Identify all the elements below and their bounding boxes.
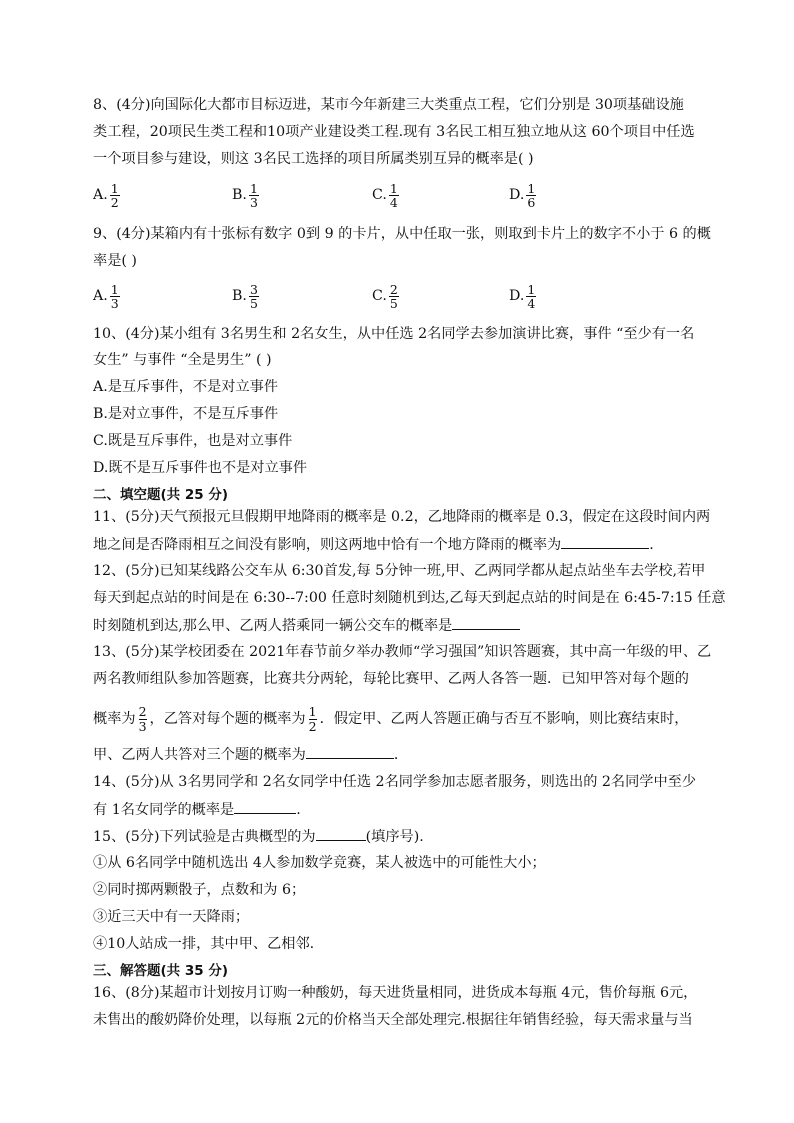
q11-text: 地之间是否降雨相互之间没有影响，则这两地中恰有一个地方降雨的概率为 <box>93 537 562 553</box>
q13-line-4 <box>93 744 408 765</box>
q8-choice-a <box>93 178 120 212</box>
q15-item-3: ③近三天中有一天降雨； <box>93 909 250 925</box>
q8-choice-b <box>232 178 259 212</box>
numerator: 1 <box>527 281 536 297</box>
q10-line-1: 10、(4分)某小组有 3名男生和 2名女生，从中任选 2名同学去参加演讲比赛，事件 “至少有一名 <box>93 326 695 342</box>
numerator: 3 <box>249 281 258 297</box>
section-2-heading: 二、填空题(共 25 分) <box>93 487 229 503</box>
denominator: 2 <box>308 718 317 734</box>
denominator: 5 <box>389 295 398 311</box>
numerator: 1 <box>110 281 119 297</box>
denominator: 3 <box>249 194 258 210</box>
fraction <box>389 182 399 209</box>
q12-line-1: 12、(5分)已知某线路公交车从 6:30首发,每 5分钟一班,甲、乙两同学都从起点站坐车去学校,若甲 <box>93 563 706 579</box>
fraction-two-thirds <box>139 705 147 734</box>
q10-option-a: A.是互斥事件，不是对立事件 <box>93 379 279 395</box>
q13-text-c: ．假定甲、乙两人答题正确与否互不影响，则比赛结束时， <box>319 711 689 727</box>
q9-choice-d <box>509 279 536 313</box>
numerator: 1 <box>249 180 258 196</box>
q14-line-1: 14、(5分)从 3名男同学和 2名女同学中任选 2名同学参加志愿者服务，则选出的 2名同学中至少 <box>93 774 697 790</box>
denominator: 6 <box>527 194 536 210</box>
q9-choices <box>93 279 653 313</box>
q12-line-3 <box>93 615 520 636</box>
q9-choice-c <box>372 279 399 313</box>
choice-label: A. <box>93 288 108 304</box>
q12-line-2: 每天到起点站的时间是在 6:30--7:00 任意时刻随机到达,乙每天到起点站的时间是在 6:45-7:15 任意 <box>93 590 726 606</box>
q13-text: 甲、乙两人共答对三个题的概率为 <box>93 747 306 763</box>
choice-label: C. <box>372 288 387 304</box>
q11-line-2 <box>93 534 654 555</box>
q9-choice-a <box>93 279 120 313</box>
numerator: 2 <box>389 281 398 297</box>
denominator: 3 <box>138 718 147 734</box>
q8-line-2: 类工程，20项民生类工程和10项产业建设类工程.现有 3名民工相互独立地从这 60个项目中任选 <box>93 124 695 140</box>
q8-line-1: 8、(4分)向国际化大都市目标迈进，某市今年新建三大类重点工程，它们分别是 30项基础设施 <box>93 97 684 113</box>
answer-blank[interactable] <box>316 826 366 841</box>
q10-line-2: 女生” 与事件 “全是男生” ( ) <box>93 352 272 368</box>
numerator: 1 <box>527 180 536 196</box>
choice-label: B. <box>232 187 247 203</box>
q11-line-1: 11、(5分)天气预报元旦假期甲地降雨的概率是 0.2，乙地降雨的概率是 0.3，假定在这段时间内两 <box>93 509 711 525</box>
fraction <box>526 283 536 310</box>
q13-line-1: 13、(5分)某学校团委在 2021年春节前夕举办教师“学习强国”知识答题赛，其中高一年级的甲、乙 <box>93 644 712 660</box>
period: . <box>296 802 301 818</box>
answer-blank[interactable] <box>561 534 649 549</box>
q13-line-2: 两名教师组队参加答题赛，比赛共分两轮，每轮比赛甲、乙两人各答一题．已知甲答对每个题的 <box>93 671 689 687</box>
choice-label: B. <box>232 288 247 304</box>
q15-item-1: ①从 6名同学中随机选出 4人参加数学竞赛，某人被选中的可能性大小； <box>93 855 546 871</box>
numerator: 1 <box>308 703 317 719</box>
denominator: 5 <box>249 295 258 311</box>
q15-text-a: 15、(5分)下列试验是古典概型的为 <box>93 829 316 845</box>
q15-line-1 <box>93 826 424 847</box>
choice-label: A. <box>93 187 108 203</box>
period: ． <box>393 747 409 763</box>
section-3-heading: 三、解答题(共 35 分) <box>93 963 229 979</box>
q15-item-4: ④10人站成一排，其中甲、乙相邻. <box>93 936 315 952</box>
q15-item-2: ②同时掷两颗骰子，点数和为 6； <box>93 882 306 898</box>
q12-text: 时刻随机到达,那么甲、乙两人搭乘同一辆公交车的概率是 <box>93 618 453 634</box>
q8-line-3: 一个项目参与建设，则这 3名民工选择的项目所属类别互异的概率是( ) <box>93 151 534 167</box>
q13-text-b: ，乙答对每个题的概率为 <box>149 711 306 727</box>
period: . <box>649 537 654 553</box>
q14-line-2 <box>93 799 301 820</box>
q16-line-2: 未售出的酸奶降价处理，以每瓶 2元的价格当天全部处理完.根据往年销售经验，每天需求量与当 <box>93 1012 693 1028</box>
q9-line-2: 率是( ) <box>93 253 137 269</box>
q10-option-b: B.是对立事件，不是互斥事件 <box>93 406 279 422</box>
numerator: 2 <box>138 703 147 719</box>
q9-choice-b <box>232 279 259 313</box>
q10-option-c: C.既是互斥事件，也是对立事件 <box>93 433 293 449</box>
choice-label: C. <box>372 187 387 203</box>
q9-line-1: 9、(4分)某箱内有十张标有数字 0到 9 的卡片，从中任取一张，则取到卡片上的数字不小于 6 的概 <box>93 226 711 242</box>
denominator: 4 <box>527 295 536 311</box>
numerator: 1 <box>389 180 398 196</box>
q8-choices <box>93 178 653 212</box>
fraction-one-half <box>309 705 317 734</box>
q13-line-3 <box>93 702 688 736</box>
choice-label: D. <box>509 288 525 304</box>
denominator: 3 <box>110 295 119 311</box>
q15-text-b: (填序号). <box>365 829 424 845</box>
choice-label: D. <box>509 187 525 203</box>
fraction <box>110 182 120 209</box>
q16-line-1: 16、(8分)某超市计划按月订购一种酸奶，每天进货量相同，进货成本每瓶 4元，售价每瓶 6元， <box>93 985 698 1001</box>
q13-text-a: 概率为 <box>93 711 136 727</box>
q8-choice-d <box>509 178 536 212</box>
answer-blank[interactable] <box>234 799 296 814</box>
numerator: 1 <box>110 180 119 196</box>
answer-blank[interactable] <box>306 744 394 759</box>
fraction <box>526 182 536 209</box>
denominator: 2 <box>110 194 119 210</box>
fraction <box>249 283 259 310</box>
answer-blank[interactable] <box>452 615 520 630</box>
fraction <box>249 182 259 209</box>
denominator: 4 <box>389 194 398 210</box>
fraction <box>389 283 399 310</box>
q8-choice-c <box>372 178 399 212</box>
q14-text: 有 1名女同学的概率是 <box>93 802 235 818</box>
fraction <box>110 283 120 310</box>
q10-option-d: D.既不是互斥事件也不是对立事件 <box>93 460 308 476</box>
